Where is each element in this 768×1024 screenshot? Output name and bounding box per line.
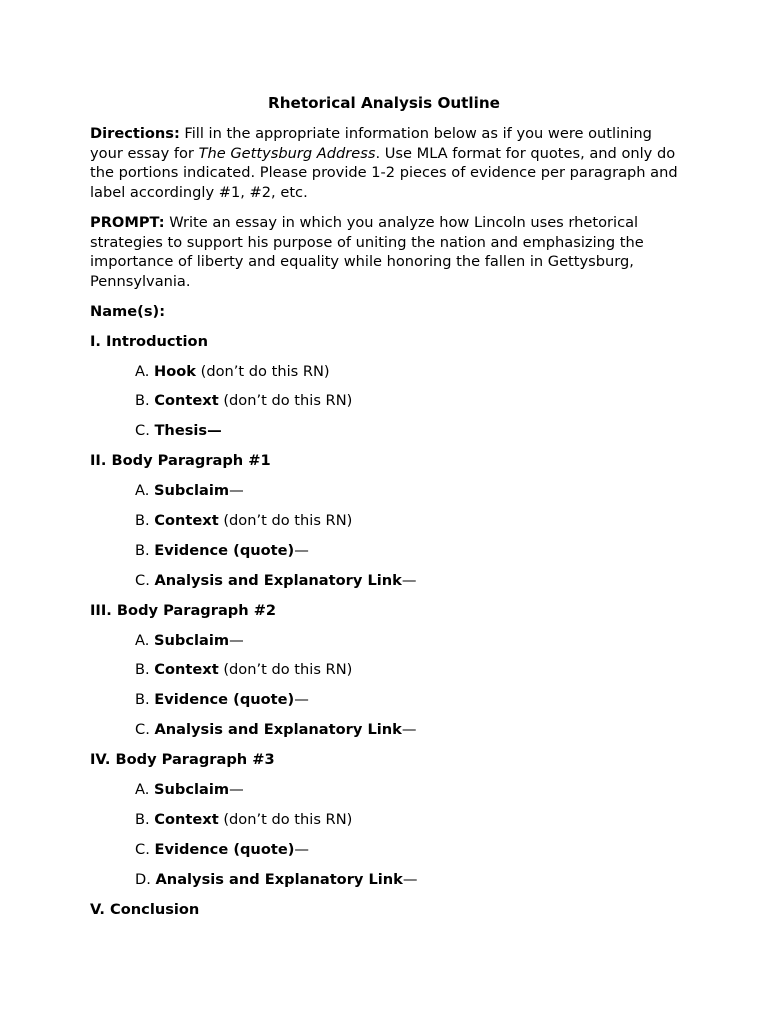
- outline-item-rest: —: [294, 541, 309, 559]
- outline-item-bold-label: Evidence (quote): [154, 840, 295, 858]
- outline-item-letter: A.: [135, 631, 155, 649]
- directions-italic-title: The Gettysburg Address: [198, 144, 376, 162]
- outline-item: [90, 511, 690, 541]
- outline-item-rest: (don’t do this RN): [218, 661, 353, 679]
- prompt-label: PROMPT:: [90, 213, 165, 231]
- outline-item-letter: B.: [135, 810, 155, 828]
- outline-item: [90, 391, 690, 421]
- outline-item-bold-label: Thesis—: [154, 422, 222, 440]
- outline-item-bold-label: Analysis and Explanatory Link: [155, 870, 403, 888]
- outline-item-rest: (don’t do this RN): [196, 362, 330, 380]
- outline-item-letter: A.: [135, 482, 155, 500]
- outline-item: [90, 571, 690, 601]
- names-label: Name(s):: [90, 302, 166, 320]
- outline-item-rest: —: [401, 721, 417, 739]
- outline-section-heading: III. Body Paragraph #2: [90, 601, 277, 619]
- outline-item-letter: B.: [135, 541, 155, 559]
- outline-item-letter: B.: [135, 691, 155, 709]
- outline-item-letter: D.: [135, 870, 156, 888]
- outline-item: [90, 840, 690, 870]
- outline-item-rest: —: [401, 571, 417, 589]
- outline-item: [90, 810, 690, 840]
- outline-item-letter: B.: [135, 661, 155, 679]
- prompt-paragraph: [90, 213, 680, 292]
- outline-item-bold-label: Analysis and Explanatory Link: [154, 571, 402, 589]
- outline-item-rest: —: [229, 631, 244, 649]
- outline-item-bold-label: Hook: [154, 362, 196, 380]
- directions-label: Directions:: [90, 125, 180, 142]
- outline-item-bold-label: Analysis and Explanatory Link: [154, 721, 402, 739]
- directions-text-before: Fill in the appropriate information below as if you were outlining your essay for: [90, 125, 652, 162]
- directions-paragraph: [90, 124, 680, 203]
- outline-item: [90, 780, 690, 810]
- outline-item-letter: A.: [135, 362, 155, 380]
- outline-item-rest: —: [229, 482, 244, 500]
- outline-item-bold-label: Context: [154, 392, 219, 410]
- outline-item-bold-label: Evidence (quote): [154, 541, 295, 559]
- outline-section-heading: V. Conclusion: [90, 900, 200, 918]
- outline-item-letter: C.: [135, 571, 155, 589]
- outline-item-rest: (don’t do this RN): [218, 392, 353, 410]
- outline-item-bold-label: Context: [154, 661, 219, 679]
- outline-item: [90, 421, 690, 451]
- outline-item-letter: C.: [135, 721, 155, 739]
- directions-text-after: . Use MLA format for quotes, and only do the portions indicated. Please provide 1-2 pieces of evidence per paragraph and label accordingly #1, #2, etc.: [90, 144, 678, 202]
- document-title: Rhetorical Analysis Outline: [268, 94, 500, 112]
- outline-item-bold-label: Context: [154, 810, 219, 828]
- outline-item: [90, 720, 690, 750]
- outline-item-rest: (don’t do this RN): [218, 511, 353, 529]
- outline-item-bold-label: Subclaim: [154, 631, 230, 649]
- outline-item: [90, 631, 690, 661]
- outline-item-rest: —: [229, 780, 244, 798]
- outline-item-bold-label: Context: [154, 511, 219, 529]
- outline-item: [90, 870, 690, 900]
- outline-item-bold-label: Subclaim: [154, 482, 230, 500]
- prompt-text: Write an essay in which you analyze how Lincoln uses rhetorical strategies to support his purpose of uniting the nation and emphasizing the importance of liberty and equality while honoring the fallen in Gettysburg, Pennsylvania.: [90, 213, 644, 290]
- outline-item-rest: —: [294, 691, 309, 709]
- outline-item-bold-label: Evidence (quote): [154, 691, 295, 709]
- document-page: [90, 93, 690, 929]
- outline-section-heading: IV. Body Paragraph #3: [90, 751, 275, 769]
- outline-section-heading: I. Introduction: [90, 332, 208, 350]
- outline-item-letter: A.: [135, 780, 155, 798]
- outline-section-heading: II. Body Paragraph #1: [90, 452, 271, 470]
- outline: [90, 332, 690, 930]
- outline-item-rest: —: [402, 870, 418, 888]
- outline-item-letter: B.: [135, 511, 155, 529]
- outline-item-bold-label: Subclaim: [154, 780, 230, 798]
- outline-item-letter: C.: [135, 422, 155, 440]
- outline-item-rest: —: [294, 840, 309, 858]
- outline-item: [90, 481, 690, 511]
- outline-item: [90, 362, 690, 392]
- outline-item-letter: B.: [135, 392, 155, 410]
- outline-item: [90, 541, 690, 571]
- outline-item: [90, 690, 690, 720]
- outline-item-letter: C.: [135, 840, 155, 858]
- outline-item: [90, 660, 690, 690]
- outline-item-rest: (don’t do this RN): [218, 810, 353, 828]
